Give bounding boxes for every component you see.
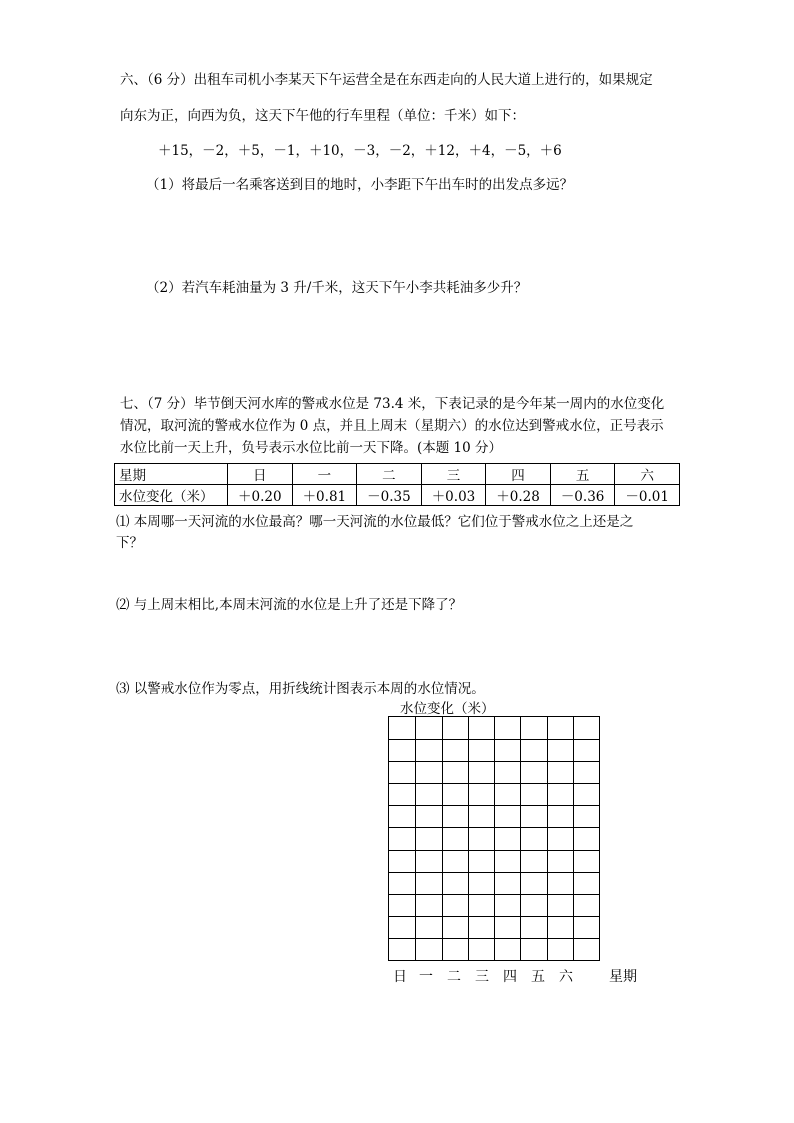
q6-numbers: ＋15，－2，＋5，－1，＋10，－3，－2，＋12，＋4，－5，＋6 (158, 143, 562, 159)
table-cell: 三 (421, 464, 486, 485)
table-row (115, 485, 680, 506)
table-cell: －0.01 (615, 485, 680, 506)
x-tick-label: 三 (475, 969, 489, 985)
x-axis-label: 星期 (609, 969, 637, 985)
table-header-row (115, 464, 680, 485)
chart-y-axis-label: 水位变化（米） (400, 701, 495, 717)
q7-subquestion-3: ⑶ 以警戒水位作为零点，用折线统计图表示本周的水位情况。 (116, 681, 485, 697)
table-cell: 五 (550, 464, 615, 485)
table-cell: 星期 (115, 464, 228, 485)
x-tick-label: 四 (503, 969, 517, 985)
table-cell: ＋0.03 (421, 485, 486, 506)
table-cell: 二 (357, 464, 422, 485)
x-tick-label: 五 (531, 969, 545, 985)
table-cell: －0.36 (550, 485, 615, 506)
q6-line-1: 六、（6 分）出租车司机小李某天下午运营全是在东西走向的人民大道上进行的，如果规定 (120, 72, 653, 88)
table-cell: 四 (486, 464, 551, 485)
table-cell: 一 (292, 464, 357, 485)
x-tick-label: 日 (393, 969, 407, 985)
q7-line-1: 七、（7 分）毕节倒天河水库的警戒水位是 73.4 米，下表记录的是今年某一周内的水位变化 (120, 396, 665, 412)
x-tick-label: 六 (559, 969, 573, 985)
table-cell: 水位变化（米） (115, 485, 228, 506)
q7-line-3: 水位比前一天上升，负号表示水位比前一天下降。(本题 10 分） (120, 440, 503, 456)
table-cell: 六 (615, 464, 680, 485)
x-tick-label: 二 (447, 969, 461, 985)
q6-subquestion-2: （2）若汽车耗油量为 3 升/千米，这天下午小李共耗油多少升？ (146, 280, 528, 296)
table-cell: 日 (228, 464, 293, 485)
table-cell: ＋0.81 (292, 485, 357, 506)
table-cell: ＋0.20 (228, 485, 293, 506)
q7-subquestion-2: ⑵ 与上周末相比,本周末河流的水位是上升了还是下降了？ (116, 597, 463, 613)
blank-line-chart-grid (388, 716, 600, 961)
water-level-table (114, 463, 680, 506)
q6-line-2: 向东为正，向西为负，这天下午他的行车里程（单位：千米）如下： (120, 108, 525, 124)
grid-lines (389, 717, 599, 960)
q7-subquestion-1-line-1: ⑴ 本周哪一天河流的水位最高？哪一天河流的水位最低？它们位于警戒水位之上还是之 (116, 514, 634, 530)
table-cell: －0.35 (357, 485, 422, 506)
q6-subquestion-1: （1）将最后一名乘客送到目的地时，小李距下午出车时的出发点多远？ (146, 177, 574, 193)
x-tick-label: 一 (419, 969, 433, 985)
table-cell: ＋0.28 (486, 485, 551, 506)
q7-subquestion-1-line-2: 下？ (116, 535, 143, 551)
q7-line-2: 情况，取河流的警戒水位作为 0 点，并且上周末（星期六）的水位达到警戒水位，正号表示 (120, 418, 664, 434)
